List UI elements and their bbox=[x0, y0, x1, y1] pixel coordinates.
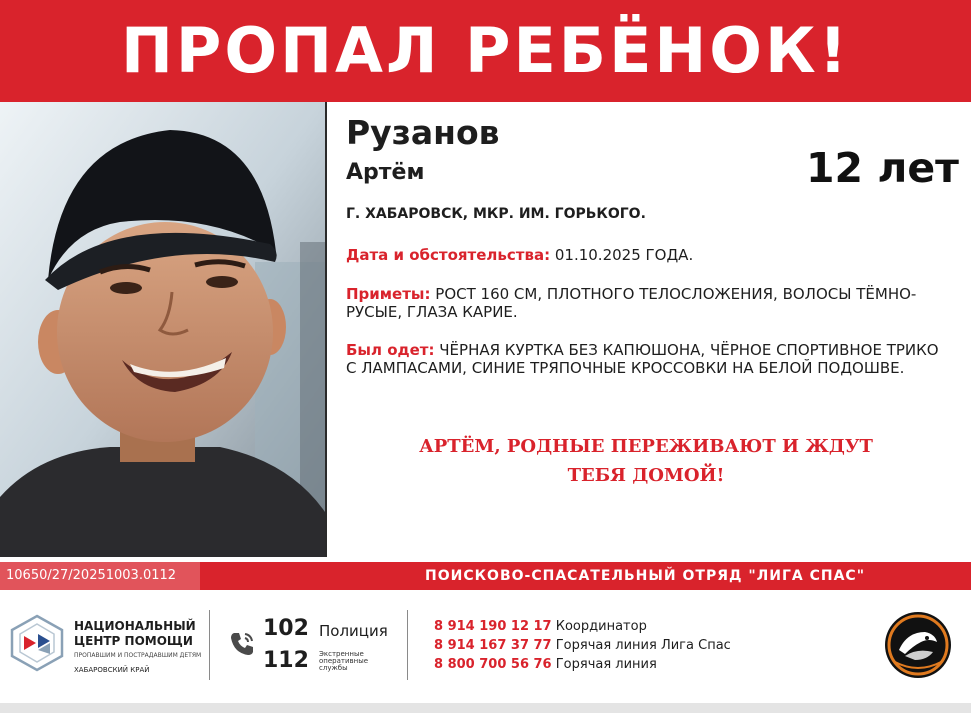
appeal-line-1: АРТЁМ, РОДНЫЕ ПЕРЕЖИВАЮТ И ЖДУТ bbox=[419, 436, 873, 457]
ncp-logo-icon bbox=[6, 612, 68, 674]
clothing-description bbox=[346, 341, 946, 377]
ncp-title-line-2: ЦЕНТР ПОМОЩИ bbox=[74, 634, 193, 648]
footer-separator bbox=[407, 610, 408, 680]
poster-title: ПРОПАЛ РЕБЁНОК! bbox=[121, 14, 850, 87]
contact-row bbox=[434, 617, 731, 636]
contact-phone[interactable]: 8 914 167 37 77 bbox=[434, 638, 552, 653]
child-first-name: Артём bbox=[346, 160, 425, 185]
clothes-label: Был одет: bbox=[346, 341, 435, 359]
emergency-number: 112 bbox=[263, 648, 309, 673]
ncp-region: ХАБАРОВСКИЙ КРАЙ bbox=[74, 666, 150, 674]
child-surname: Рузанов bbox=[346, 113, 500, 152]
liga-spas-logo-icon bbox=[883, 610, 953, 680]
location-text: Г. ХАБАРОВСК, МКР. ИМ. ГОРЬКОГО. bbox=[346, 206, 646, 222]
family-appeal bbox=[346, 432, 946, 490]
date-value: 01.10.2025 ГОДА. bbox=[550, 246, 694, 264]
ncp-subtitle: ПРОПАВШИМ И ПОСТРАДАВШИМ ДЕТЯМ bbox=[74, 652, 202, 659]
case-id: 10650/27/20251003.0112 bbox=[0, 562, 200, 590]
ncp-title bbox=[74, 619, 214, 649]
contact-row bbox=[434, 655, 731, 674]
ncp-title-line-1: НАЦИОНАЛЬНЫЙ bbox=[74, 619, 196, 633]
contact-desc: Координатор bbox=[555, 619, 647, 634]
child-photo bbox=[0, 102, 325, 557]
contact-list bbox=[434, 617, 731, 674]
appeal-line-2: ТЕБЯ ДОМОЙ! bbox=[567, 465, 725, 486]
footer-separator bbox=[209, 610, 210, 680]
vertical-divider bbox=[325, 102, 327, 557]
emergency-label: Экстренные оперативные службы bbox=[319, 650, 369, 672]
contact-phone[interactable]: 8 800 700 56 76 bbox=[434, 657, 552, 672]
date-label: Дата и обстоятельства: bbox=[346, 246, 551, 264]
contact-phone[interactable]: 8 914 190 12 17 bbox=[434, 619, 552, 634]
contact-desc: Горячая линия bbox=[555, 657, 657, 672]
child-age: 12 лет bbox=[806, 144, 959, 192]
contact-row bbox=[434, 636, 731, 655]
distinctive-features bbox=[346, 285, 946, 321]
bottom-strip bbox=[0, 703, 971, 713]
police-number: 102 bbox=[263, 616, 309, 641]
child-photo-illustration bbox=[0, 102, 325, 557]
police-label: Полиция bbox=[319, 622, 388, 640]
clothes-value: ЧЁРНАЯ КУРТКА БЕЗ КАПЮШОНА, ЧЁРНОЕ СПОРТИВНОЕ ТРИКО С ЛАМПАСАМИ, СИНИЕ ТРЯПОЧНЫЕ КРОССОВКИ НА БЕЛОЙ ПОДОШВЕ. bbox=[346, 341, 939, 377]
contact-desc: Горячая линия Лига Спас bbox=[555, 638, 731, 653]
header-banner bbox=[0, 0, 971, 102]
signs-value: РОСТ 160 СМ, ПЛОТНОГО ТЕЛОСЛОЖЕНИЯ, ВОЛОСЫ ТЁМНО-РУСЫЕ, ГЛАЗА КАРИЕ. bbox=[346, 285, 917, 321]
signs-label: Приметы: bbox=[346, 285, 431, 303]
phone-icon bbox=[228, 630, 256, 658]
date-circumstances bbox=[346, 246, 946, 264]
search-rescue-org: ПОИСКОВО-СПАСАТЕЛЬНЫЙ ОТРЯД "ЛИГА СПАС" bbox=[425, 568, 865, 584]
